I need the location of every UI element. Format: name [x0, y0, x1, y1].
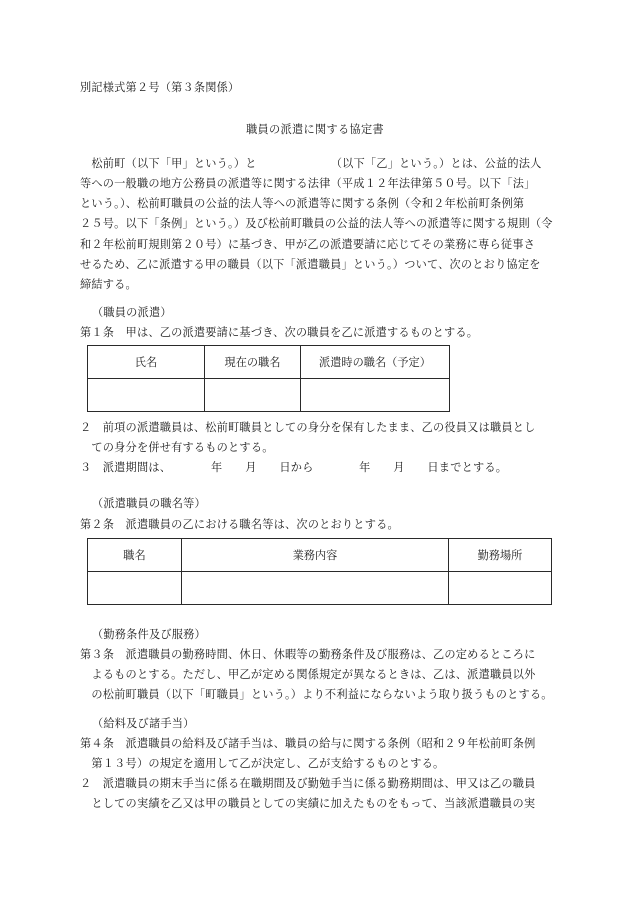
- article1-para2-line: ての身分を併せ有するものとする。: [80, 441, 274, 454]
- table-header-work-location: 勤務場所: [449, 539, 552, 572]
- preamble-line: ２５号。以下「条例」という。）及び松前町職員の公益的法人等への派遣等に関する規則（令: [80, 217, 553, 230]
- table-cell: [88, 379, 205, 412]
- table-header-duties: 業務内容: [182, 539, 449, 572]
- article4-heading: （給料及び諸手当）: [92, 717, 195, 730]
- table-cell: [301, 379, 450, 412]
- table-header-dispatch-title: 派遣時の職名（予定）: [301, 346, 450, 379]
- article1-para2-line: ２ 前項の派遣職員は、松前町職員としての身分を保有したまま、乙の役員又は職員とし: [80, 421, 536, 434]
- preamble-line: 締結する。: [80, 278, 137, 291]
- table-header-current-title: 現在の職名: [205, 346, 301, 379]
- dispatch-staff-table: [87, 345, 450, 412]
- preamble-line: せるため、乙に派遣する甲の職員（以下「派遣職員」という。）ついて、次のとおり協定を: [80, 258, 541, 271]
- preamble-line: という。）、松前町職員の公益的法人等への派遣等に関する条例（令和２年松前町条例第: [80, 197, 525, 210]
- article1-text: 第１条 甲は、乙の派遣要請に基づき、次の職員を乙に派遣するものとする。: [80, 326, 479, 339]
- preamble-line: 等への一般職の地方公務員の派遣等に関する法律（平成１２年法律第５０号。以下「法」: [80, 177, 536, 190]
- job-title-table: [87, 538, 552, 605]
- table-cell: [205, 379, 301, 412]
- article1-heading: （職員の派遣）: [92, 306, 172, 319]
- article3-line: よるものとする。ただし、甲乙が定める関係規定が異なるときは、乙は、派遣職員以外: [80, 668, 536, 681]
- preamble-line: 松前町（以下「甲」という。）と （以下「乙」という。）とは、公益的法人: [80, 157, 542, 170]
- form-label: 別記様式第２号（第３条関係）: [80, 81, 240, 94]
- article4-line: ２ 派遣職員の期末手当に係る在職期間及び勤勉手当に係る勤務期間は、甲又は乙の職員: [80, 777, 536, 790]
- article3-heading: （勤務条件及び服務）: [92, 628, 206, 641]
- table-cell: [182, 572, 449, 605]
- table-cell: [449, 572, 552, 605]
- article2-text: 第２条 派遣職員の乙における職名等は、次のとおりとする。: [80, 518, 399, 531]
- article4-line: としての実績を乙又は甲の職員としての実績に加えたものをもって、当該派遣職員の実: [80, 797, 536, 810]
- table-header-job-title: 職名: [88, 539, 182, 572]
- article3-line: の松前町職員（以下「町職員」という。）より不利益にならないよう取り扱うものとする。: [80, 688, 553, 701]
- article2-heading: （派遣職員の職名等）: [92, 497, 206, 510]
- table-cell: [88, 572, 182, 605]
- document-title: 職員の派遣に関する協定書: [246, 123, 384, 136]
- article4-line: 第１３号）の規定を適用して乙が決定し、乙が支給するものとする。: [80, 757, 445, 770]
- article1-para3: ３ 派遣期間は、 年 月 日から 年 月 日までとする。: [80, 461, 508, 474]
- table-header-name: 氏名: [88, 346, 205, 379]
- article4-line: 第４条 派遣職員の給料及び諸手当は、職員の給与に関する条例（昭和２９年松前町条例: [80, 737, 536, 750]
- preamble-line: 和２年松前町規則第２０号）に基づき、甲が乙の派遣要請に応じてその業務に専ら従事さ: [80, 238, 536, 251]
- article3-line: 第３条 派遣職員の勤務時間、休日、休暇等の勤務条件及び服務は、乙の定めるところに: [80, 648, 536, 661]
